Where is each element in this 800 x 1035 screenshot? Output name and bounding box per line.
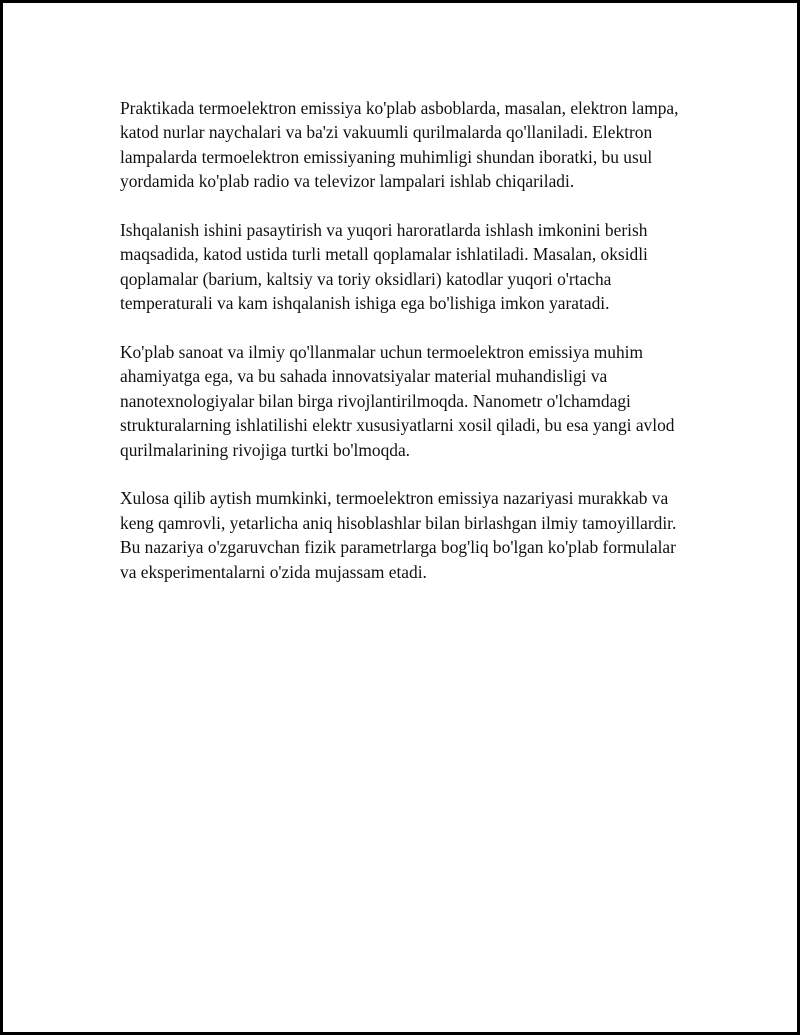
paragraph-2: Ishqalanish ishini pasaytirish va yuqori haroratlarda ishlash imkonini berish maqsadida, katod ustida turli metall qoplamalar ishlatiladi. Masalan, oksidli qoplamalar (barium, kaltsiy va toriy oksidlari) katodlar yuqori o'rtacha temperaturali va kam ishqalanish ishiga ega bo'lishiga imkon yaratadi. — [120, 220, 648, 314]
paragraph-3: Ko'plab sanoat va ilmiy qo'llanmalar uchun termoelektron emissiya muhim ahamiyatga ega, va bu sahada innovatsiyalar material muhandisligi va nanotexnologiyalar bilan birga rivojlantirilmoqda. Nanometr o'lchamdagi strukturalarning ishlatilishi elektr xususiyatlarni xosil qiladi, bu esa yangi avlod qurilmalarining rivojiga turtki bo'lmoqda. — [120, 342, 675, 460]
paragraph-4: Xulosa qilib aytish mumkinki, termoelektron emissiya nazariyasi murakkab va keng qamrovli, yetarlicha aniq hisoblashlar bilan birlashgan ilmiy tamoyillardir. Bu nazariya o'zgaruvchan fizik parametrlarga bog'liq bo'lgan ko'plab formulalar va eksperimentalarni o'zida mujassam etadi. — [120, 488, 677, 582]
document-body — [120, 96, 690, 608]
paragraph-1: Praktikada termoelektron emissiya ko'plab asboblarda, masalan, elektron lampa, katod nurlar naychalari va ba'zi vakuumli qurilmalarda qo'llaniladi. Elektron lampalarda termoelektron emissiyaning muhimligi shundan iboratki, bu usul yordamida ko'plab radio va televizor lampalari ishlab chiqariladi. — [120, 98, 679, 192]
